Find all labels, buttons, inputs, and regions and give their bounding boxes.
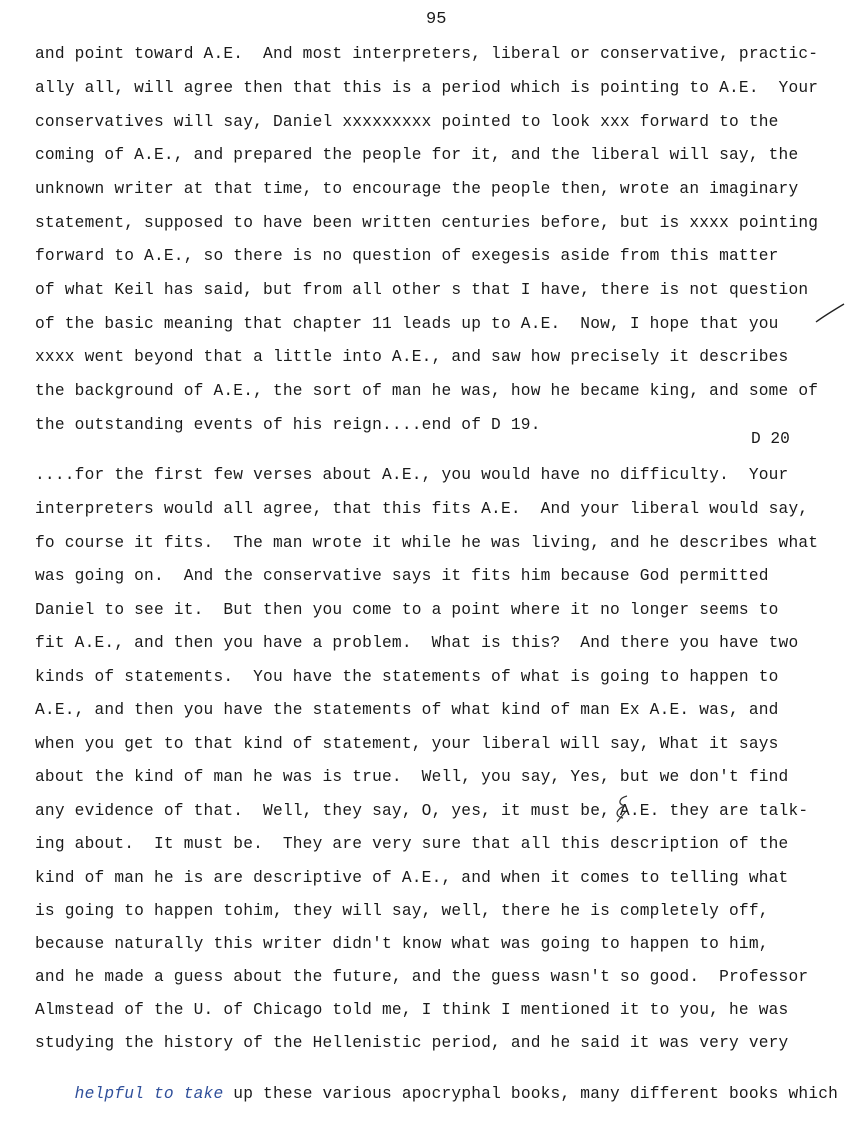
text-line: statement, supposed to have been written centuries before, but is xxxx pointing	[35, 214, 819, 232]
text-line: the outstanding events of his reign....end of D 19.	[35, 416, 541, 434]
text-line: Daniel to see it. But then you come to a point where it no longer seems to	[35, 601, 779, 619]
faded-text: helpful to take	[74, 1085, 224, 1103]
text-line: unknown writer at that time, to encourage the people then, wrote an imaginary	[35, 180, 799, 198]
text-line: Almstead of the U. of Chicago told me, I think I mentioned it to you, he was	[35, 1001, 789, 1019]
text-line: kinds of statements. You have the statements of what is going to happen to	[35, 668, 779, 686]
text-line: fo course it fits. The man wrote it while he was living, and he describes what	[35, 534, 819, 552]
text-line-rest: up these various apocryphal books, many different books which	[223, 1085, 839, 1103]
text-line	[35, 1067, 838, 1121]
handwritten-mark-margin	[812, 300, 848, 326]
text-line: coming of A.E., and prepared the people for it, and the liberal will say, the	[35, 146, 799, 164]
text-line: ....for the first few verses about A.E., you would have no difficulty. Your	[35, 466, 789, 484]
text-line: when you get to that kind of statement, your liberal will say, What it says	[35, 735, 779, 753]
text-line: interpreters would all agree, that this fits A.E. And your liberal would say,	[35, 500, 809, 518]
text-line: and he made a guess about the future, and the guess wasn't so good. Professor	[35, 968, 809, 986]
text-line: xxxx went beyond that a little into A.E., and saw how precisely it describes	[35, 348, 789, 366]
text-line: studying the history of the Hellenistic period, and he said it was very very	[35, 1034, 789, 1052]
text-line: about the kind of man he was is true. Well, you say, Yes, but we don't find	[35, 768, 789, 786]
text-line: fit A.E., and then you have a problem. What is this? And there you have two	[35, 634, 799, 652]
text-line: because naturally this writer didn't know what was going to happen to him,	[35, 935, 769, 953]
text-line: of what Keil has said, but from all other s that I have, there is not question	[35, 281, 809, 299]
text-line: was going on. And the conservative says it fits him because God permitted	[35, 567, 769, 585]
text-line: forward to A.E., so there is no question of exegesis aside from this matter	[35, 247, 779, 265]
section-marker: D 20	[751, 430, 790, 448]
text-line: of the basic meaning that chapter 11 leads up to A.E. Now, I hope that you	[35, 315, 779, 333]
text-line: any evidence of that. Well, they say, O, yes, it must be, A.E. they are talk-	[35, 802, 809, 820]
text-line: and point toward A.E. And most interpreters, liberal or conservative, practic-	[35, 45, 819, 63]
page-number: 95	[426, 10, 447, 29]
text-line: the background of A.E., the sort of man he was, how he became king, and some of	[35, 382, 819, 400]
text-line: is going to happen tohim, they will say, well, there he is completely off,	[35, 902, 769, 920]
text-line: ally all, will agree then that this is a period which is pointing to A.E. Your	[35, 79, 819, 97]
text-line: conservatives will say, Daniel xxxxxxxxx pointed to look xxx forward to the	[35, 113, 779, 131]
text-line: kind of man he is are descriptive of A.E., and when it comes to telling what	[35, 869, 789, 887]
text-line: ing about. It must be. They are very sure that all this description of the	[35, 835, 789, 853]
text-line: A.E., and then you have the statements of what kind of man Ex A.E. was, and	[35, 701, 779, 719]
handwritten-mark-caret	[605, 790, 645, 830]
